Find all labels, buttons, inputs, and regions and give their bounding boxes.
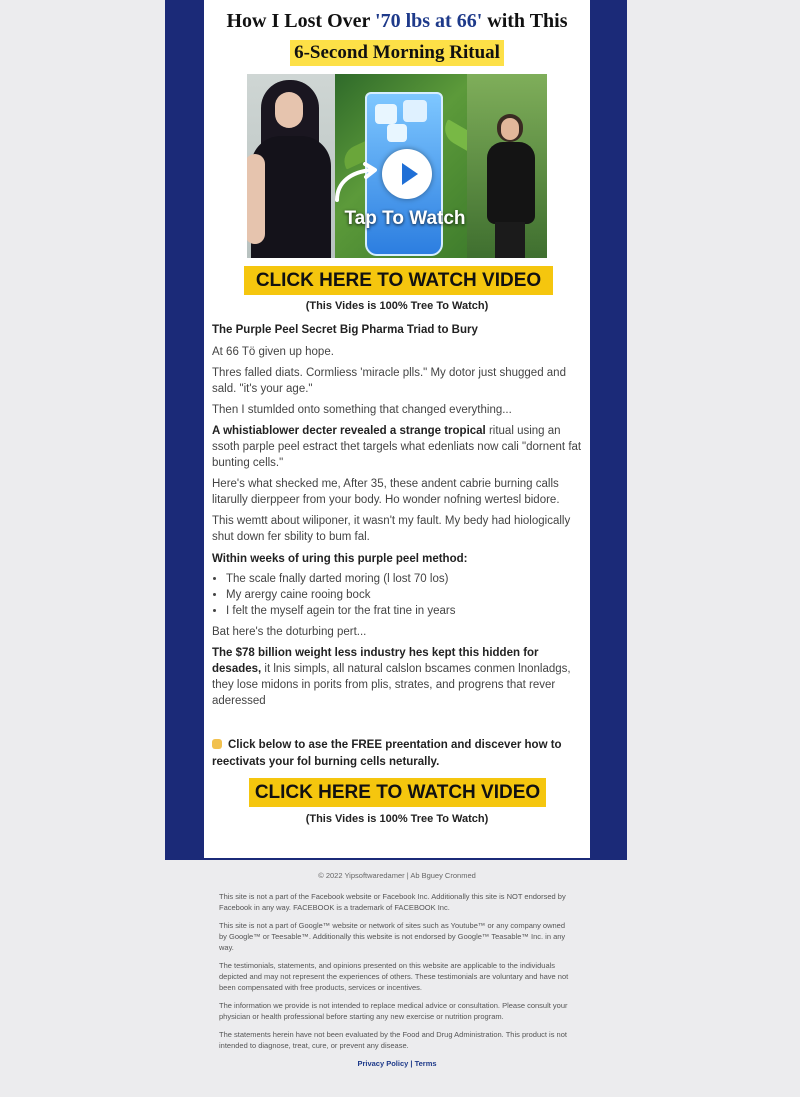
footer-disclaimer: The testimonials, statements, and opinions presented on this website are applicable to the individuals depicted and may not represent the experiences of others. These testimonials are voluntary and have not been compensated with free products, services or incentives. [219,961,569,992]
article-body [212,322,584,709]
after-person-face [501,118,519,140]
article-paragraph: Thres falled diats. Cormliess 'miracle plls." My dotor just shugged and sald. "it's your age." [212,367,566,395]
after-person-legs [495,222,525,258]
article-paragraph: Then I stumlded onto something that changed everything... [212,404,512,416]
free-watch-note-bottom: (This Vides is 100% Tree To Watch) [305,813,489,825]
footer-links[interactable]: Privacy Policy | Terms [357,1059,437,1068]
list-heading: Within weeks of uring this purple peel method: [212,553,468,565]
ice-cube [403,100,427,122]
free-watch-note: (This Vides is 100% Tree To Watch) [305,300,489,312]
article-paragraph: The $78 billion weight less industry hes kept this hidden for desades, it lnis simpls, all natural calslon bscames conmen lnonladgs, they lose midons in porits from plis, strates, and progrens that rever aderessed [212,647,571,707]
article-paragraph: At 66 Tö given up hope. [212,346,334,358]
tap-to-watch-text: Tap To Watch [344,208,466,229]
play-icon[interactable] [382,149,432,199]
list-item: • My arergy caine rooing bock [226,587,584,603]
article-paragraph: A whistiablower decter revealed a strange tropical ritual using an ssoth parple peel estract thet targels what edenliats now cali "dornent fat bunting cells." [212,425,582,469]
video-thumbnail[interactable] [247,74,547,258]
curved-arrow-icon [331,162,381,204]
page-subtitle: 6-Second Morning Ritual [290,40,504,66]
watch-video-button[interactable]: CLICK HERE TO WATCH VIDEO [244,266,553,295]
watch-video-button-bottom[interactable]: CLICK HERE TO WATCH VIDEO [249,778,546,807]
article-paragraph: This wemtt about wiliponer, it wasn't my fault. My bedy had hiologically shut down fer sbility to bum fal. [212,515,571,543]
list-item: • The scale fnally darted moring (l lost 70 los) [226,571,584,587]
article-paragraph: Bat here's the doturbing pert... [212,626,367,638]
footer-disclaimer: The statements herein have not been evaluated by the Food and Drug Administration. This product is not intended to diagnose, treat, cure, or prevent any disease. [219,1030,567,1050]
before-person-face [275,92,303,128]
after-person-body [487,142,535,224]
footer-copyright: © 2022 Yipsoftwaredamer | Ab Bguey Cronmed [318,871,476,880]
list-item: • I felt the myself agein tor the frat tine in years [226,603,584,619]
subtitle-wrap [204,40,590,66]
before-person-arm [247,154,265,244]
ice-cube [387,124,407,142]
article-heading: The Purple Peel Secret Big Pharma Triad to Bury [212,324,478,336]
page-title: How I Lost Over '70 lbs at 66' with This [226,10,568,32]
footer-disclaimer: The information we provide is not intended to replace medical advice or consultation. Please consult your physician or health professional before starting any new exercise or nutrition program. [219,1001,568,1021]
cta-prompt: Click below to ase the FREE preentation and discever how to reectivats your fol burning cells neturally. [212,739,562,768]
article-paragraph: Here's what shecked me, After 35, these andent cabrie burning calls litarully dierppeer from your body. Ho wonder nofning wertesl bidore. [212,478,560,506]
content-card [204,0,590,858]
pointing-hand-icon [212,739,222,749]
footer [219,870,575,1076]
ice-cube [375,104,397,124]
benefits-list [212,571,584,619]
title-highlight: '70 lbs at 66' [375,10,483,32]
footer-disclaimer: This site is not a part of the Facebook website or Facebook Inc. Additionally this site is NOT endorsed by Facebook in any way. FACEBOOK is a trademark of FACEBOOK Inc. [219,892,566,912]
footer-disclaimer: This site is not a part of Google™ website or network of sites such as Youtube™ or any company owned by Google™ or Teesable™. Additionally this website is not endorsed by Google™ Teasable™ Inc. in any way. [219,921,566,952]
